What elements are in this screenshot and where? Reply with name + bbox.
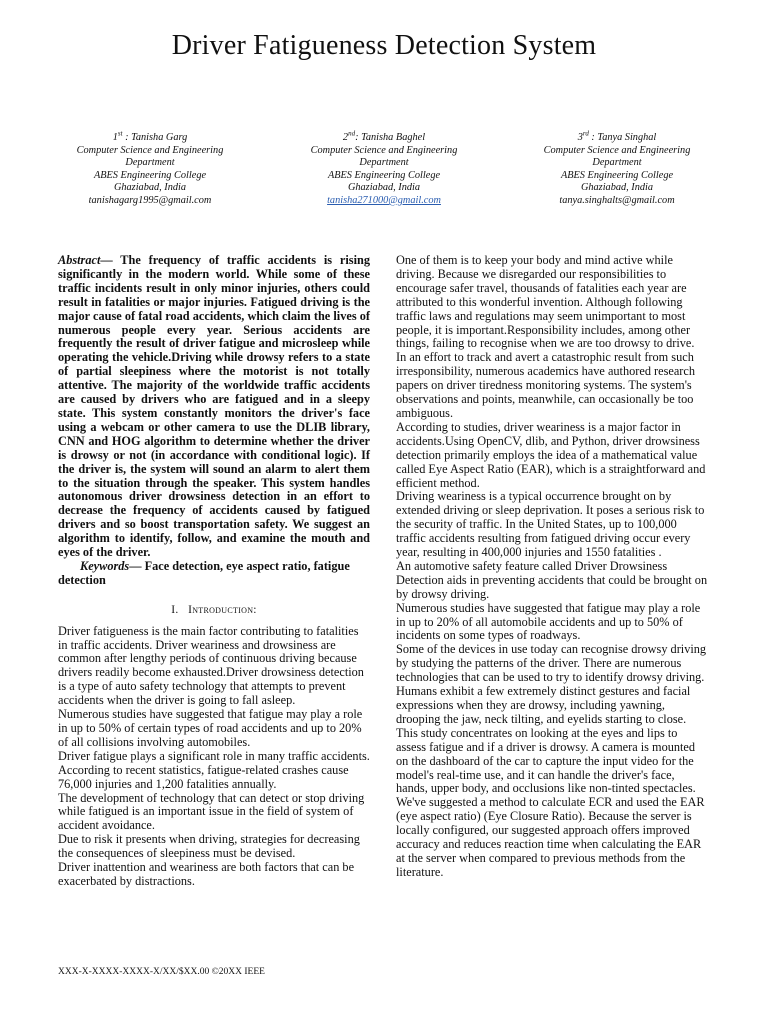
author-3-email: tanya.singhalts@gmail.com [559, 194, 675, 206]
author-2-ordinal-suffix: nd [348, 129, 356, 138]
intro-paragraph-3: Driver fatigue plays a significant role in many traffic accidents. According to recent statistics, fatigue-related crashes cause 76,000 injuries and 1,200 fatalities annually. [58, 748, 370, 791]
author-1-ordinal-suffix: st [117, 129, 123, 138]
author-3-ordinal: 3 [577, 132, 583, 143]
author-1-dept-2: Department [125, 157, 175, 169]
author-1-name: : Tanisha Garg [122, 132, 188, 143]
body-paragraph-5: An automotive safety feature called Driver Drowsiness Detection aids in preventing accidents that could be brought on by drowsy driving. [396, 558, 708, 601]
author-3-name: : Tanya Singhal [588, 132, 657, 143]
intro-paragraph-5: Due to risk it presents when driving, strategies for decreasing the consequences of sleepiness must be devised. [58, 832, 360, 861]
author-3 [507, 129, 727, 208]
keywords-text: — Face detection, eye aspect ratio, fatigue detection [58, 558, 350, 587]
intro-paragraph-6: Driver inattention and weariness are both factors that can be exacerbated by distractions. [58, 860, 355, 888]
author-2-email-link[interactable]: tanisha271000@gmail.com [327, 194, 441, 206]
section-number: I. [171, 603, 179, 616]
paper-title: Driver Fatigueness Detection System [171, 30, 597, 61]
author-3-college: ABES Engineering College [560, 169, 674, 181]
body-paragraph-7: Some of the devices in use today can recognise drowsy driving by studying the patterns of the driver. There are numerous technologies that can be used to try to identify drowsy driving. [396, 642, 707, 685]
right-column [396, 254, 708, 880]
section-title: Introduction: [188, 603, 257, 616]
copyright-footer: XXX-X-XXXX-XXXX-X/XX/$XX.00 ©20XX IEEE [58, 967, 265, 977]
author-3-dept-2: Department [592, 157, 642, 169]
body-paragraph-9: We've suggested a method to calculate ECR and used the EAR (eye aspect ratio) (Eye Closure Ratio). Because the server is locally configured, our suggested approach offers improved accuracy and reduces reaction time when calculating the EAR at the server when compared to previous methods from the literature. [396, 795, 705, 879]
author-1-location: Ghaziabad, India [113, 182, 187, 194]
body-paragraph-1: One of them is to keep your body and mind active while driving. Because we disregarded our responsibilities to encourage safer travel, thousands of fatalities each year are attributed to this wonderful invention. Although following traffic laws and regulations may seem unimportant to most people, it is important.Responsibility includes, among other things, failing to recognise when we are too drowsy to drive. [396, 253, 695, 351]
author-1-college: ABES Engineering College [93, 169, 207, 181]
section-heading-introduction [58, 604, 370, 618]
abstract-label: Abstract [58, 253, 101, 267]
author-1-ordinal: 1 [112, 132, 118, 143]
body-paragraph-2: In an effort to track and avert a catastrophic result from such irresponsibility, numerous academics have authored research papers on driver tiredness monitoring systems. The system's observations and points, meanwhile, can occasionally be too ambiguous. [396, 350, 695, 420]
author-2-dept: Computer Science and Engineering [310, 144, 458, 156]
keywords-label: Keywords [80, 558, 130, 573]
author-2 [274, 129, 494, 208]
author-1-email: tanishagarg1995@gmail.com [88, 194, 212, 206]
left-column [58, 254, 370, 889]
abstract-text: — The frequency of traffic accidents is rising significantly in the modern world. While some of these traffic incidents result in only minor injuries, others could result in fatalities or major injuries. Fatigued driving is the major cause of fatal road accidents, which claim the lives of numerous people every year. Serious accidents are frequently the result of driver fatigue and microsleep while operating the vehicle.Driving while drowsy refers to a state of partial sleepiness where the motorist is not totally attentive. The majority of the worldwide traffic accidents are caused by drivers who are fatigued and in a sleepy state. This system constantly monitors the driver's face using a webcam or other camera to use the DLIB library, CNN and HOG algorithm to determine whether the driver is drowsy or not (in accordance with conditional logic). If the driver is, the system will sound an alarm to alert them to the situation through the speaker. This system handles autonomous driver drowsiness detection in an effort to decrease the frequency of accidents caused by fatigued drivers and so boost transportation safety. We suggest an algorithm to identify, follow, and examine the mouth and eyes of the driver. [58, 253, 370, 560]
author-2-location: Ghaziabad, India [347, 182, 421, 194]
author-3-location: Ghaziabad, India [580, 182, 654, 194]
author-2-ordinal: 2 [342, 132, 349, 143]
author-3-ordinal-suffix: rd [582, 129, 589, 138]
author-2-dept-2: Department [359, 157, 409, 169]
author-1-dept: Computer Science and Engineering [76, 144, 224, 156]
abstract [58, 254, 370, 560]
author-2-college: ABES Engineering College [327, 169, 441, 181]
author-2-name: : Tanisha Baghel [355, 132, 426, 143]
body-paragraph-4: Driving weariness is a typical occurrence brought on by extended driving or sleep deprivation. It poses a serious risk to the security of traffic. In the United States, up to 100,000 traffic accidents resulting from fatigued driving occur every year, resulting in 400,000 injuries and 1550 fatalities . [396, 489, 705, 560]
body-paragraph-8: Humans exhibit a few extremely distinct gestures and facial expressions when they are drowsy, including yawning, drooping the jaw, neck tilting, and eyelids starting to close. This study concentrates on looking at the eyes and lips to assess fatigue and if a driver is drowsy. A camera is mounted on the dashboard of the car to capture the input video for the model's real-time use, and it can handle the driver's face, hands, upper body, and occlusions like non-tinted spectacles. [396, 684, 696, 796]
keywords [58, 560, 370, 588]
body-paragraph-6: Numerous studies have suggested that fatigue may play a role in up to 20% of all automobile accidents and up to 50% of incidents on some types of roadways. [396, 600, 701, 643]
author-3-dept: Computer Science and Engineering [543, 144, 691, 156]
intro-paragraph-4: The development of technology that can detect or stop driving while fatigued is an important issue in the field of system of accident avoidance. [58, 790, 365, 833]
intro-paragraph-1: Driver fatigueness is the main factor contributing to fatalities in traffic accidents. Driver weariness and drowsiness are common after lengthy periods of continuous driving because drivers readily become exhausted.Driver drowsiness detection is a type of auto safety technology that attempts to prevent accidents when the driver is going to fall asleep. [58, 623, 364, 708]
intro-paragraph-2: Numerous studies have suggested that fatigue may play a role in up to 50% of certain types of road accidents and up to 20% of all collisions involving automobiles. [58, 707, 363, 749]
body-paragraph-3: According to studies, driver weariness is a major factor in accidents.Using OpenCV, dlib, and Python, driver drowsiness detection primarily employs the idea of a mathematical value called Eye Aspect Ratio (EAR), which is a straightforward and efficient method. [396, 419, 706, 490]
author-block [40, 129, 728, 212]
author-1 [40, 129, 260, 208]
